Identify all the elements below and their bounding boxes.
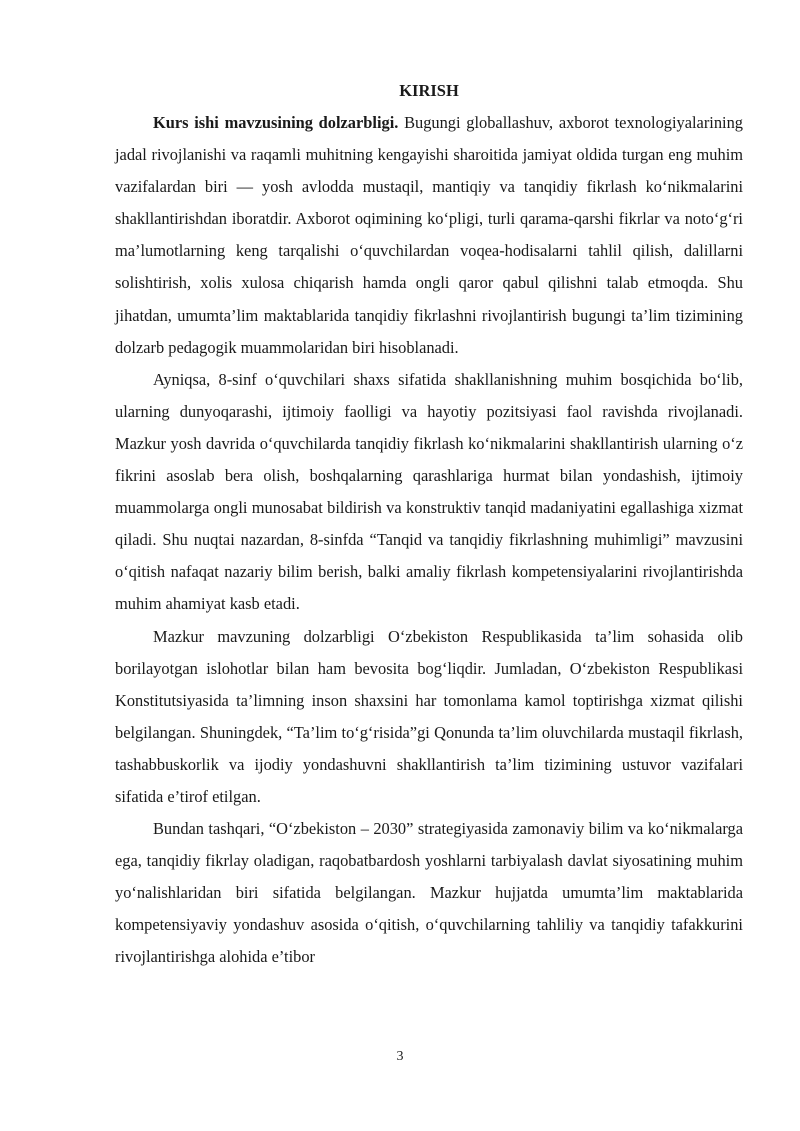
page-number: 3 — [396, 1049, 404, 1064]
section-heading: KIRISH — [399, 81, 459, 100]
paragraph-reforms — [115, 621, 743, 814]
paragraph-text: Bundan tashqari, “O‘zbekiston – 2030” strategiyasida zamonaviy bilim va ko‘nikmalarga ega, tanqidiy fikrlay oladigan, raqobatbardosh yoshlarni tarbiyalash davlat siyosatining muhim yo‘nalishlaridan biri sifatida belgilangan. Mazkur hujjatda umumta’lim maktablarida kompetensiyaviy yondashuv asosida o‘qitish, o‘quvchilarning tahliliy va tanqidiy tafakkurini rivojlantirishga alohida e’tibor — [115, 819, 743, 967]
paragraph-strategy — [115, 813, 743, 973]
paragraph-text: Ayniqsa, 8-sinf o‘quvchilari shaxs sifatida shakllanishning muhim bosqichida bo‘lib, ularning dunyoqarashi, ijtimoiy faolligi va hayotiy pozitsiyasi faol ravishda rivojlanadi. Mazkur yosh davrida o‘quvchilarda tanqidiy fikrlash ko‘nikmalarini shakllantirish ularning o‘z fikrini asoslab bera olish, boshqalarning qarashlariga hurmat bilan yondashish, ijtimoiy muammolarga ongli munosabat bildirish va konstruktiv tanqid madaniyatini egallashiga xizmat qiladi. Shu nuqtai nazardan, 8-sinfda “Tanqid va tanqidiy fikrlashning muhimligi” mavzusini o‘qitish nafaqat nazariy bilim berish, balki amaliy fikrlash kompetensiyalarini rivojlantirishda muhim ahamiyat kasb etadi. — [115, 369, 743, 614]
paragraph-relevance — [115, 107, 743, 364]
paragraph-text: Bugungi globallashuv, axborot texnologiyalarining jadal rivojlanishi va raqamli muhitning kengayishi sharoitida jamiyat oldida turgan eng muhim vazifalardan biri — yosh avlodda mustaqil, mantiqiy va tanqidiy fikrlash ko‘nikmalarini shakllantirishdan iboratdir. Axborot oqimining ko‘pligi, turli qarama-qarshi fikrlar va noto‘g‘ri ma’lumotlarning keng tarqalishi o‘quvchilardan voqea-hodisalarni tahlil qilish, dalillarni solishtirish, xolis xulosa chiqarish hamda ongli qaror qabul qilishni talab etmoqda. Shu jihatdan, umumta’lim maktablarida tanqidiy fikrlashni rivojlantirish bugungi ta’lim tizimining dolzarb pedagogik muammolaridan biri hisoblanadi. — [115, 113, 743, 357]
paragraph-text: Mazkur mavzuning dolzarbligi O‘zbekiston Respublikasida ta’lim sohasida olib borilayotgan islohotlar bilan ham bevosita bog‘liqdir. Jumladan, O‘zbekiston Respublikasi Konstitutsiyasida ta’limning inson shaxsini har tomonlama kamol toptirishga xizmat qilishi belgilangan. Shuningdek, “Ta’lim to‘g‘risida”gi Qonunda ta’lim oluvchilarda mustaqil fikrlash, tashabbuskorlik va ijodiy yondashuvni shakllantirish ta’lim tizimining ustuvor vazifalari sifatida e’tirof etilgan. — [115, 626, 743, 806]
paragraph-lead: Kurs ishi mavzusining dolzarbligi. — [153, 113, 399, 132]
paragraph-grade-8 — [115, 364, 743, 621]
